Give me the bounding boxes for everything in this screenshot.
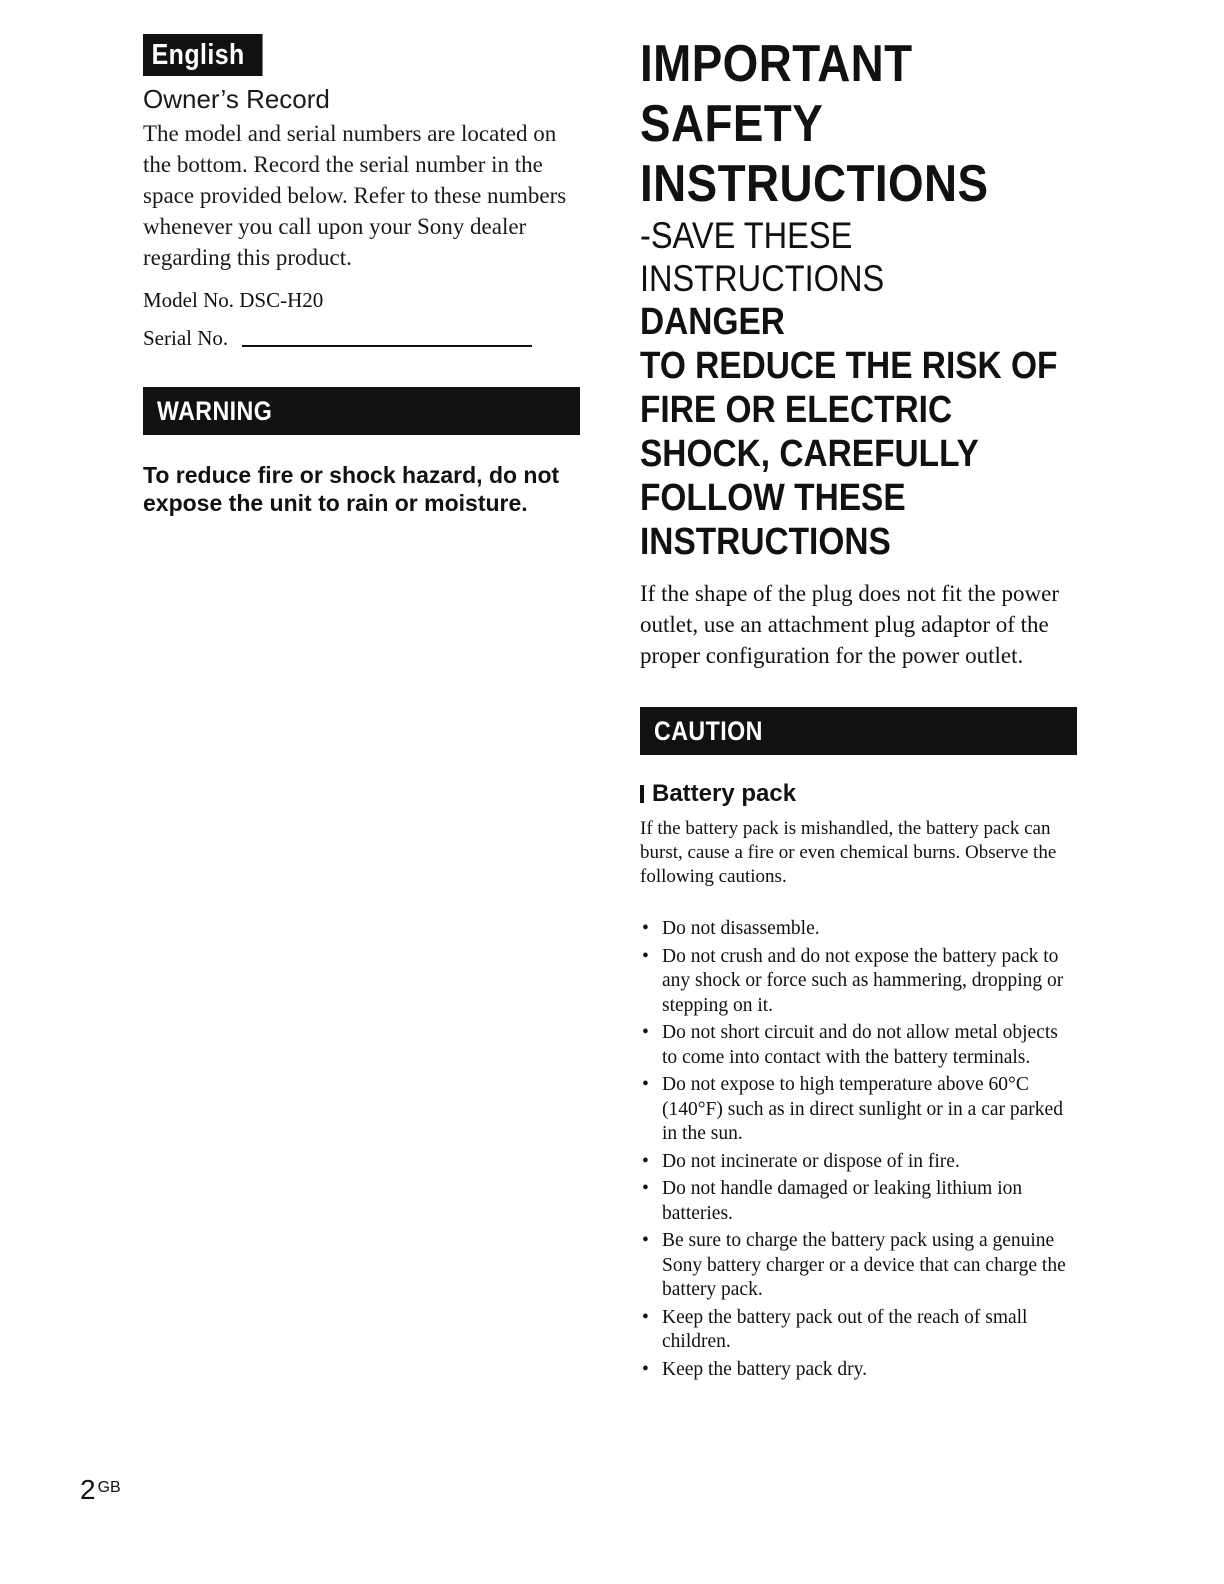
danger-line: INSTRUCTIONS — [640, 521, 891, 563]
serial-write-in-rule — [242, 345, 532, 347]
owners-record-body: The model and serial numbers are located on the bottom. Record the serial number in the space provided below. Refer to these numbers whenever you call upon your Sony dealer regarding this product. — [143, 121, 567, 270]
safety-title — [640, 34, 1077, 214]
page-number-suffix: GB — [97, 1479, 121, 1496]
battery-intro: If the battery pack is mishandled, the battery pack can burst, cause a fire or even chemical burns. Observe the following cautions. — [640, 818, 1057, 887]
list-item-text: Do not handle damaged or leaking lithium ion batteries. — [662, 1178, 1023, 1224]
serial-number-line — [143, 325, 580, 351]
list-item — [640, 1229, 1077, 1303]
right-column — [640, 34, 1077, 1385]
warning-label: WARNING — [157, 396, 273, 426]
title-line: IMPORTANT — [640, 35, 913, 93]
list-item — [640, 945, 1077, 1019]
list-item-text: Keep the battery pack dry. — [662, 1358, 868, 1380]
battery-pack-title: Battery pack — [652, 780, 797, 807]
list-item — [640, 1306, 1077, 1355]
page-number — [80, 1474, 121, 1506]
danger-line: DANGER — [640, 301, 785, 343]
battery-cautions-list — [640, 917, 1077, 1382]
list-item-text: Do not crush and do not expose the battery pack to any shock or force such as hammering, dropping or stepping on it. — [662, 945, 1064, 1016]
owners-record-heading: Owner’s Record — [143, 84, 330, 114]
save-line: -SAVE THESE — [640, 215, 853, 256]
plug-text: If the shape of the plug does not fit the power outlet, use an attachment plug adaptor of the proper configuration for the power outlet. — [640, 581, 1059, 668]
bullet-icon: • — [642, 1178, 649, 1199]
save-instructions — [640, 214, 1077, 300]
list-item-text: Keep the battery pack out of the reach of small children. — [662, 1306, 1028, 1352]
danger-heading — [640, 300, 1077, 564]
danger-line: TO REDUCE THE RISK OF — [640, 345, 1058, 387]
warning-text: To reduce fire or shock hazard, do not expose the unit to rain or moisture. — [143, 462, 560, 516]
title-line: INSTRUCTIONS — [640, 155, 989, 213]
save-line: INSTRUCTIONS — [640, 258, 885, 299]
left-column — [143, 34, 580, 517]
battery-pack-heading — [640, 779, 1077, 809]
list-item — [640, 1073, 1077, 1147]
bullet-icon: • — [642, 1358, 649, 1380]
bullet-icon: • — [642, 1306, 649, 1328]
list-item — [640, 1021, 1077, 1070]
bullet-icon: • — [642, 1074, 649, 1095]
model-number: Model No. DSC-H20 — [143, 288, 324, 312]
bullet-icon: • — [642, 1150, 649, 1172]
caution-label: CAUTION — [654, 716, 763, 746]
bullet-icon: • — [642, 1230, 649, 1251]
list-item — [640, 1358, 1077, 1383]
serial-label: Serial No. — [143, 326, 229, 350]
danger-line: FIRE OR ELECTRIC — [640, 389, 953, 431]
title-line: SAFETY — [640, 95, 824, 153]
bullet-icon: • — [642, 945, 649, 967]
danger-line: FOLLOW THESE — [640, 477, 906, 519]
heading-marker-icon — [640, 785, 644, 803]
danger-line: SHOCK, CAREFULLY — [640, 433, 979, 475]
list-item-text: Be sure to charge the battery pack using a genuine Sony battery charger or a device that can charge the battery pack. — [662, 1230, 1066, 1300]
list-item-text: Do not short circuit and do not allow metal objects to come into contact with the battery terminals. — [662, 1022, 1058, 1068]
bullet-icon: • — [642, 1022, 649, 1043]
list-item-text: Do not disassemble. — [662, 918, 820, 939]
list-item — [640, 1150, 1077, 1175]
list-item — [640, 917, 1077, 942]
warning-banner — [143, 387, 580, 435]
page-number-value: 2 — [80, 1474, 96, 1505]
list-item — [640, 1177, 1077, 1226]
bullet-icon: • — [642, 918, 649, 939]
list-item-text: Do not expose to high temperature above 60°C (140°F) such as in direct sunlight or in a car parked in the sun. — [662, 1074, 1063, 1144]
list-item-text: Do not incinerate or dispose of in fire. — [662, 1150, 960, 1172]
language-tab: English — [143, 34, 263, 76]
caution-banner — [640, 707, 1077, 755]
